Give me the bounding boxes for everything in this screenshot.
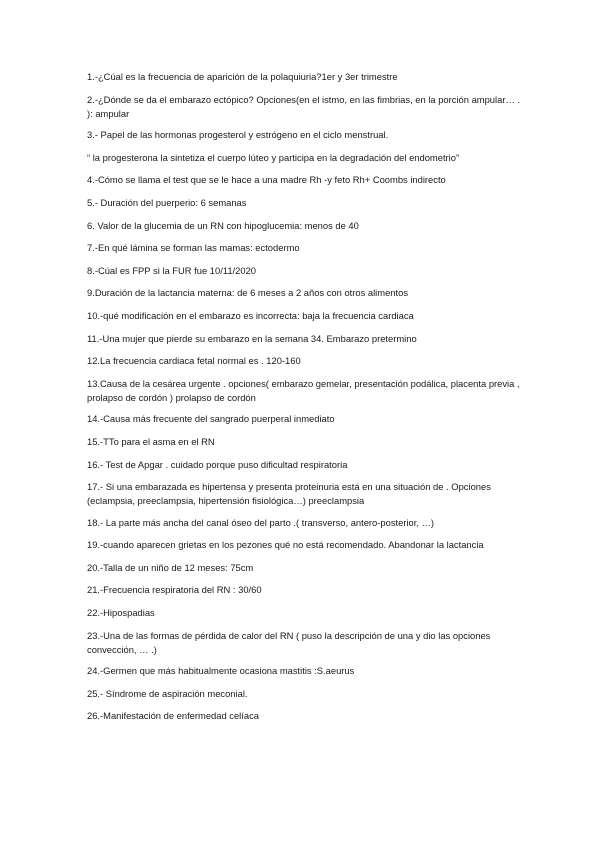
question-line: 14.-Causa más frecuente del sangrado puerperal inmediato xyxy=(87,413,335,425)
question-list xyxy=(87,70,527,732)
question-line: 5.- Duración del puerperio: 6 semanas xyxy=(87,196,247,208)
question-line: 15.-TTo para el asma en el RN xyxy=(87,435,215,447)
question-line: 22.-Hipospadias xyxy=(87,607,155,619)
answer-quote: “ la progesterona la sintetiza el cuerpo lúteo y participa en la degradación del endometrio” xyxy=(87,151,460,163)
question-line: 17.- Si una embarazada es hipertensa y presenta proteinuria está en una situación de . Opciones (eclampsia, preeclampsia, hipertensión fisiológica…) preeclampsia xyxy=(87,481,491,507)
question-line: 16.- Test de Apgar . cuidado porque puso dificultad respiratoria xyxy=(87,458,348,470)
question-line: 6. Valor de la glucemia de un RN con hipoglucemia: menos de 40 xyxy=(87,219,359,231)
question-line: 18.- La parte más ancha del canal óseo del parto .( transverso, antero-posterior, …) xyxy=(87,516,435,528)
question-line: 7.-En qué lámina se forman las mamas: ectodermo xyxy=(87,242,300,254)
question-line: 8.-Cúal es FPP si la FUR fue 10/11/2020 xyxy=(87,264,257,276)
question-line: 25.- Síndrome de aspiración meconial. xyxy=(87,687,248,699)
question-line: 24.-Germen que más habitualmente ocasiona mastitis :S.aeurus xyxy=(87,665,355,677)
question-line: 26.-Manifestación de enfermedad celíaca xyxy=(87,710,259,722)
question-line: 20.-Talla de un niño de 12 meses: 75cm xyxy=(87,561,254,573)
question-line: 10.-qué modificación en el embarazo es incorrecta: baja la frecuencia cardiaca xyxy=(87,309,414,321)
question-line: 2.-¿Dónde se da el embarazo ectópico? Opciones(en el istmo, en las fimbrias, en la porción ampular… . ): ampular xyxy=(87,93,521,119)
question-line: 4.-Cómo se llama el test que se le hace a una madre Rh -y feto Rh+ Coombs indirecto xyxy=(87,174,446,186)
question-line: 23.-Una de las formas de pérdida de calor del RN ( puso la descripción de una y dio las opciones convección, … .) xyxy=(87,629,491,655)
question-line: 1.-¿Cúal es la frecuencia de aparición de la polaquiuria?1er y 3er trimestre xyxy=(87,71,398,82)
question-line: 12.La frecuencia cardiaca fetal normal es . 120-160 xyxy=(87,355,301,367)
question-line: 11.-Una mujer que pierde su embarazo en la semana 34. Embarazo pretermino xyxy=(87,332,417,344)
question-line: 9.Duración de la lactancia materna: de 6 meses a 2 años con otros alimentos xyxy=(87,287,409,299)
question-line: 13.Causa de la cesárea urgente . opciones( embarazo gemelar, presentación podálica, placenta previa , prolapso de cordón ) prolapso de cordón xyxy=(87,377,520,403)
question-line: 19.-cuando aparecen grietas en los pezones qué no está recomendado. Abandonar la lactancia xyxy=(87,539,484,551)
question-line: 3.- Papel de las hormonas progesterol y estrógeno en el ciclo menstrual. xyxy=(87,129,389,141)
question-line: 21.-Frecuencia respiratoria del RN : 30/60 xyxy=(87,584,262,596)
